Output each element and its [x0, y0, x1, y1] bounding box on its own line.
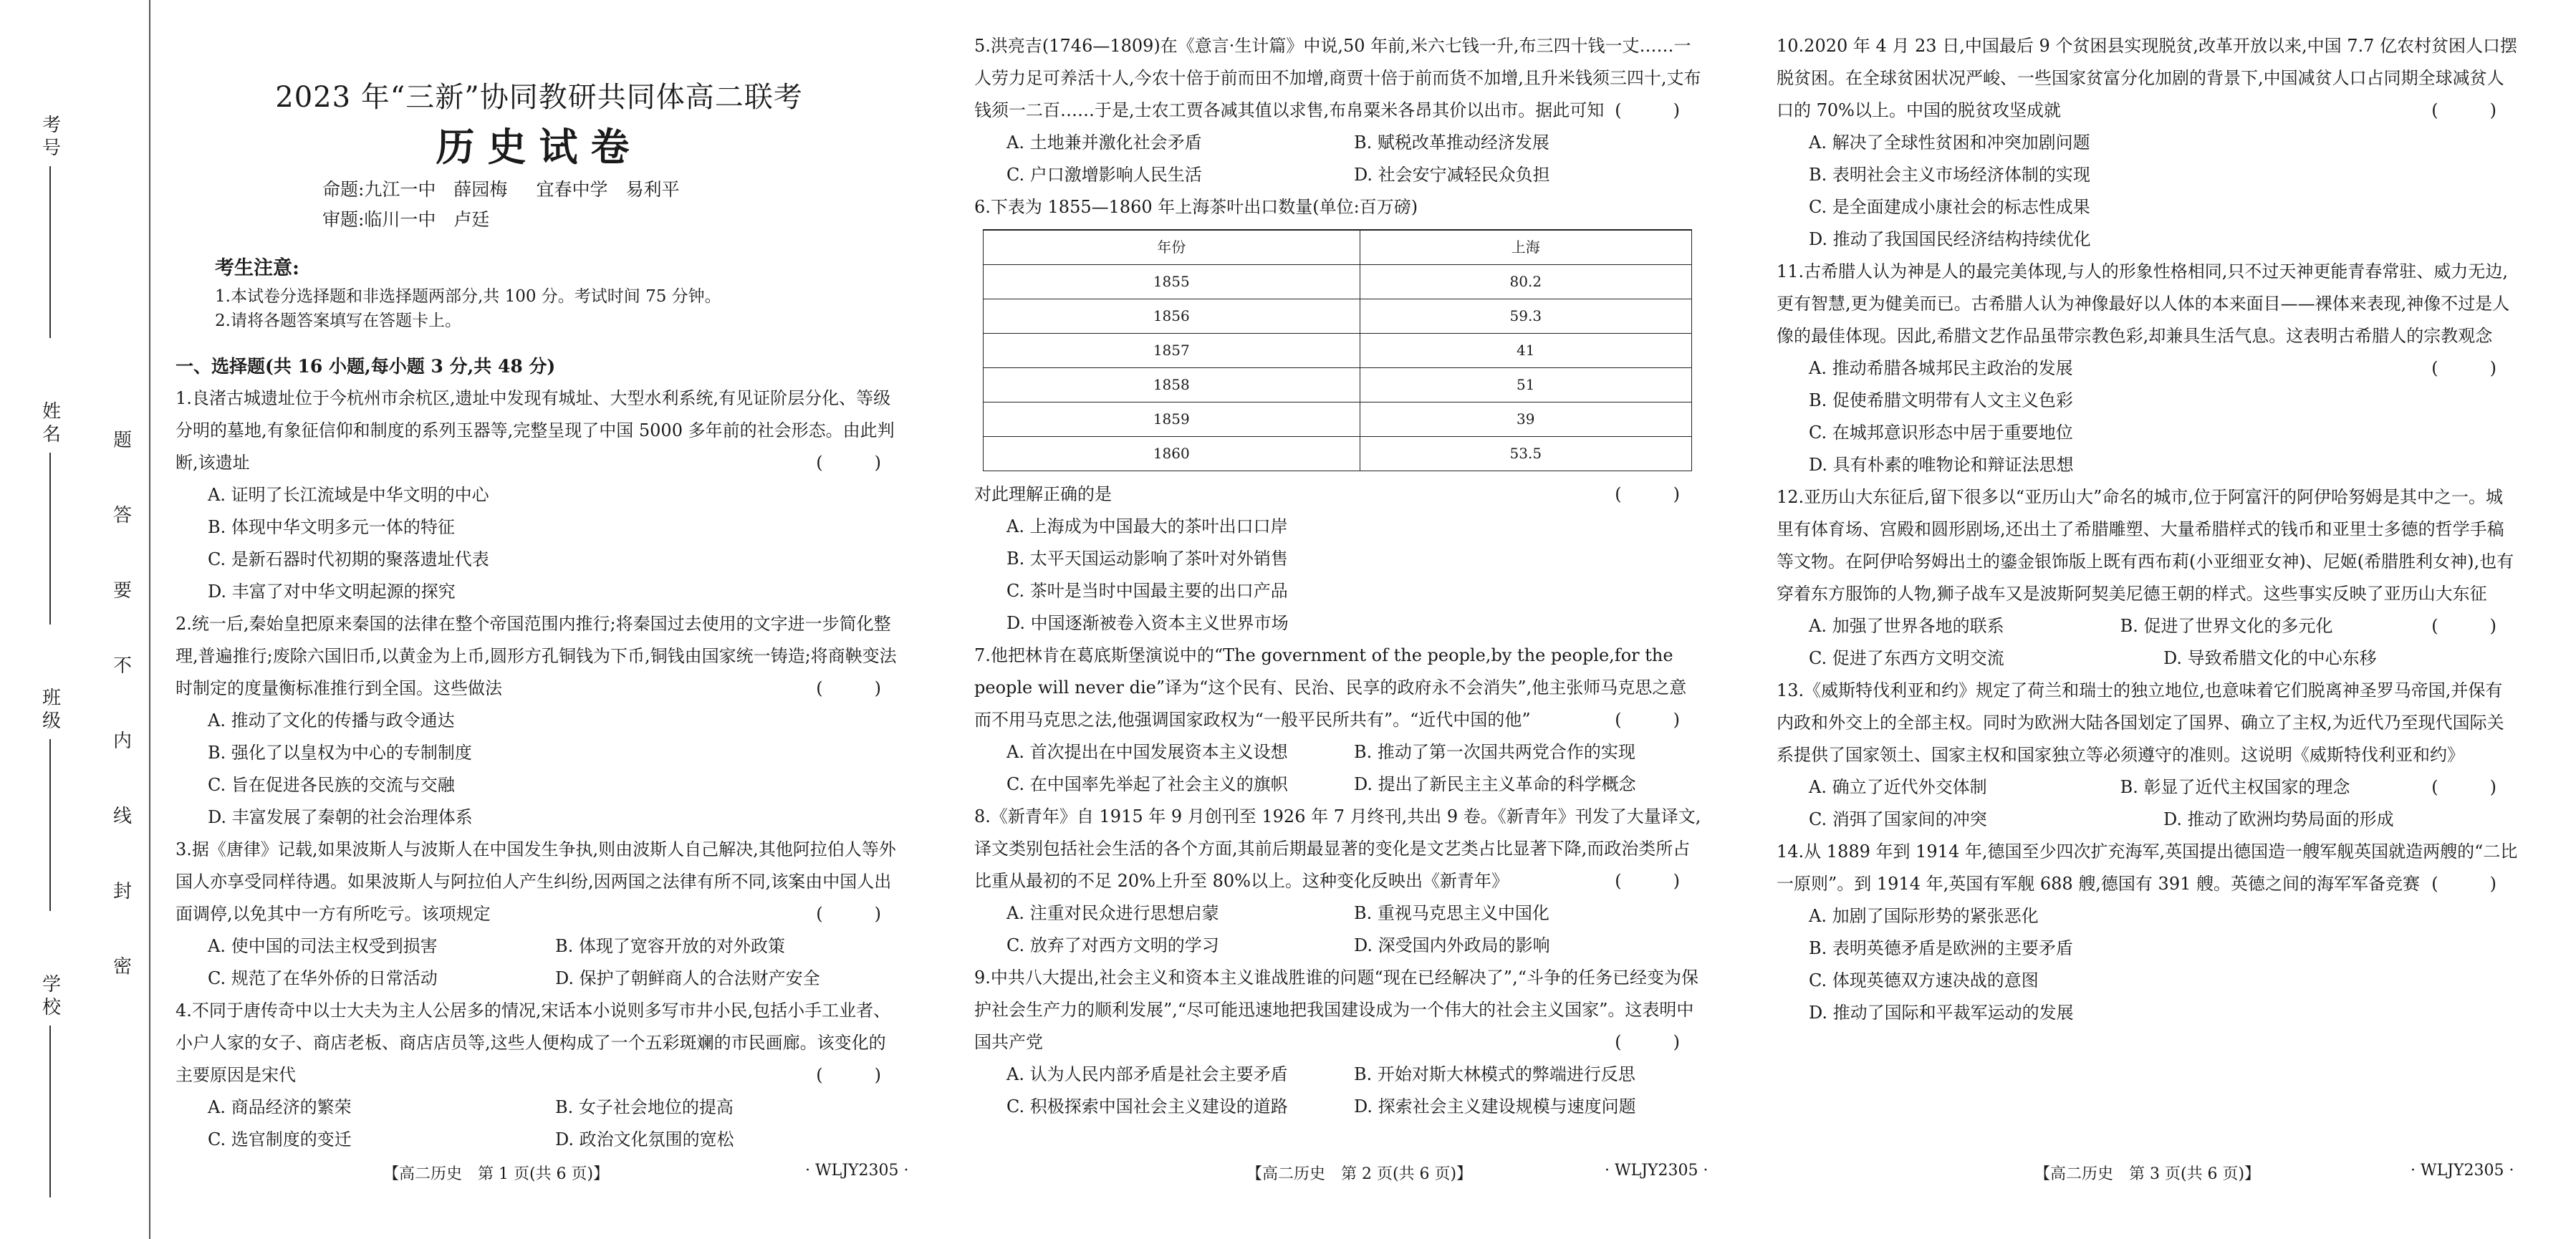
question-13: 13.《威斯特伐利亚和约》规定了荷兰和瑞士的独立地位,也意味着它们脱离神圣罗马帝国,并保有内政和外交上的全部主权。同时为欧洲大陆各国划定了国界、确立了主权,为近代乃至现代国际关系提供了国家领土、国家主权和国家独立等必须遵守的准则。这说明《威斯特伐利亚和约》 ( ) A. 确立了近代外交体制 B. 彰显了近代主权国家的理念 C. 消弭了国家间的冲突 D. 推动了欧洲均势局面的形成 — [1777, 680, 2514, 829]
table-row: 1855 80.2 — [984, 265, 1692, 299]
question-3: 3.据《唐律》记载,如果波斯人与波斯人在中国发生争执,则由波斯人自己解决,其他阿拉伯人等外国人亦享受同样待遇。如果波斯人与阿拉伯人产生纠纷,因两国之法律有所不同,该案由中国人出面调停,以免其中一方有所吃亏。该项规定 ( ) A. 使中国的司法主权受到损害 B. 体现了宽容开放的对外政策 C. 规范了在华外侨的日常活动 D. 保护了朝鲜商人的合法财产安全 — [176, 839, 898, 988]
question-7: 7.他把林肯在葛底斯堡演说中的“The government of the people,by the people,for the people will never die”译为“这个民有、民治、民享的政府永不会消失”,他主张师马克思之意而不用马克思之法,他强调国家政权为“一般平民所共有”。“近代中国的他” ( ) A. 首次提出在中国发展资本主义设想 B. 推动了第一次国共两党合作的实现 C. 在中国率先举起了社会主义的旗帜 D. 提出了新民主主义革命的科学概念 — [974, 645, 1697, 794]
question-5: 5.洪亮吉(1746—1809)在《意言·生计篇》中说,50 年前,米六七钱一升,布三四十钱一丈……一人劳力足可养活十人,今农十倍于前而田不加增,商贾十倍于前而货不加增,且升米钱须三四十,丈布钱须一二百……于是,士农工贾各减其值以求售,布帛粟米各昂其价以出市。据此可知 ( ) A. 土地兼并激化社会矛盾 B. 赋税改革推动经济发展 C. 户口激增影响人民生活 D. 社会安宁减轻民众负担 — [974, 36, 1701, 185]
binding-sidebar — [0, 0, 150, 1239]
question-14: 14.从 1889 年到 1914 年,德国至少四次扩充海军,英国提出德国造一艘军舰英国就造两艘的“二比一原则”。到 1914 年,英国有军舰 688 艘,德国有 391 艘。英德之间的海军军备竞赛 ( ) A. 加剧了国际形势的紧张恶化 B. 表明英德矛盾是欧洲的主要矛盾 C. 体现英德双方速决战的意图 D. 推动了国际和平裁军运动的发展 — [1777, 842, 2518, 1023]
author-line: 命题:九江一中 薛园梅 宜春中学 易利平 — [322, 179, 680, 200]
question-8: 8.《新青年》自 1915 年 9 月创刊至 1926 年 7 月终刊,共出 9 卷。《新青年》刊发了大量译文,译文类别包括社会生活的各个方面,其前后期最显著的变化是文艺类占比显著下降,而政治类所占比重从最初的不足 20%上升至 80%以上。这种变化反映出《新青年》 ( ) A. 注重对民众进行思想启蒙 B. 重视马克思主义中国化 C. 放弃了对西方文明的学习 D. 深受国内外政局的影响 — [974, 806, 1701, 955]
page-footer: 【高二历史 第 3 页(共 6 页)】 — [2034, 1165, 2261, 1183]
exam-title: 2023 年“三新”协同教研共同体高二联考 — [275, 81, 803, 114]
exam-code: · WLJY2305 · — [2411, 1162, 2514, 1180]
school-field: 学校 — [29, 974, 72, 1197]
table-row: 1856 59.3 — [984, 299, 1692, 334]
question-6: 6.下表为 1855—1860 年上海茶叶出口数量(单位:百万磅) 年份 上海 1855 80.2 1856 59.3 1857 41 1858 51 1859 39 1860 53.5 对此理解正确的是 ( ) A. 上海成为中国最大的茶叶出口口岸 B. 太平天国运动影响了茶叶对外销售 C. 茶叶是当时中国最主要的出口产品 D. 中国逐渐被卷入资本主义世界市场 — [974, 197, 1697, 633]
question-4: 4.不同于唐传奇中以士大夫为主人公居多的情况,宋话本小说则多写市井小民,包括小手工业者、小户人家的女子、商店老板、商店店员等,这些人便构成了一个五彩斑斓的市民画廊。该变化的主要原因是宋代 ( ) A. 商品经济的繁荣 B. 女子社会地位的提高 C. 选官制度的变迁 D. 政治文化氛围的宽松 — [176, 1001, 898, 1149]
question-9: 9.中共八大提出,社会主义和资本主义谁战胜谁的问题“现在已经解决了”,“斗争的任务已经变为保护社会生产力的顺利发展”,“尽可能迅速地把我国建设成为一个伟大的社会主义国家”。这表明中国共产党 ( ) A. 认为人民内部矛盾是社会主要矛盾 B. 开始对斯大林模式的弊端进行反思 C. 积极探索中国社会主义建设的道路 D. 探索社会主义建设规模与速度问题 — [974, 968, 1698, 1117]
question-12: 12.亚历山大东征后,留下很多以“亚历山大”命名的城市,位于阿富汗的阿伊哈努姆是其中之一。城里有体育场、宫殿和圆形剧场,还出土了希腊雕塑、大量希腊样式的钱币和亚里士多德的哲学手稿等文物。在阿伊哈努姆出土的鎏金银饰版上既有西布莉(小亚细亚女神)、尼姬(希腊胜利女神),也有穿着东方服饰的人物,狮子战车又是波斯阿契美尼德王朝的样式。这些事实反映了亚历山大东征 ( ) A. 加强了世界各地的联系 B. 促进了世界文化的多元化 C. 促进了东西方文明交流 D. 导致希腊文化的中心东移 — [1777, 487, 2514, 668]
table-row: 1857 41 — [984, 334, 1692, 368]
question-10: 10.2020 年 4 月 23 日,中国最后 9 个贫困县实现脱贫,改革开放以来,中国 7.7 亿农村贫困人口摆脱贫困。在全球贫困状况严峻、一些国家贫富分化加剧的背景下,中国减贫人口占同期全球减贫人口的 70%以上。中国的脱贫攻坚成就 ( ) A. 解决了全球性贫困和冲突加剧问题 B. 表明社会主义市场经济体制的实现 C. 是全面建成小康社会的标志性成果 D. 推动了我国国民经济结构持续优化 — [1777, 36, 2518, 249]
seal-line-warning: 题 答 要 不 内 线 封 密 — [113, 430, 133, 978]
subject-title: 历史试卷 — [436, 124, 643, 170]
page-1-column — [176, 72, 903, 1156]
table-row: 1860 53.5 — [984, 437, 1692, 471]
class-field: 班级 — [29, 688, 72, 911]
notice-title: 考生注意: — [215, 257, 299, 279]
question-2: 2.统一后,秦始皇把原来秦国的法律在整个帝国范围内推行;将秦国过去使用的文字进一步简化整理,普遍推行;废除六国旧币,以黄金为上币,圆形方孔铜钱为下币,铜钱由国家统一铸造;将商鞅变法时制定的度量衡标准推行到全国。这些做法 ( ) A. 推动了文化的传播与政令通达 B. 强化了以皇权为中心的专制制度 C. 旨在促进各民族的交流与交融 D. 丰富发展了秦朝的社会治理体系 — [176, 614, 898, 827]
table-row: 1859 39 — [984, 402, 1692, 437]
question-1: 1.良渚古城遗址位于今杭州市余杭区,遗址中发现有城址、大型水利系统,有见证阶层分化、等级分明的墓地,有象征信仰和制度的系列玉器等,完整呈现了中国 5000 多年前的社会形态。由此判断,该遗址 ( ) A. 证明了长江流域是中华文明的中心 B. 体现中华文明多元一体的特征 C. 是新石器时代初期的聚落遗址代表 D. 丰富了对中华文明起源的探究 — [176, 388, 898, 602]
exam-number-field: 考号 — [29, 115, 72, 338]
tea-export-table: 年份 上海 1855 80.2 1856 59.3 1857 41 1858 51 1859 39 1860 53.5 — [983, 229, 1692, 471]
notice-item: 2.请将各题答案填写在答题卡上。 — [215, 312, 461, 330]
page-footer: 【高二历史 第 1 页(共 6 页)】 — [383, 1165, 610, 1183]
name-field: 姓名 — [29, 401, 72, 625]
table-row: 1858 51 — [984, 368, 1692, 402]
page-footer: 【高二历史 第 2 页(共 6 页)】 — [1246, 1165, 1473, 1183]
page-2-column — [974, 30, 1701, 1123]
notice-item: 1.本试卷分选择题和非选择题两部分,共 100 分。考试时间 75 分钟。 — [215, 287, 721, 306]
binding-line — [149, 0, 150, 1239]
section-title: 一、选择题(共 16 小题,每小题 3 分,共 48 分) — [176, 356, 556, 377]
exam-code: · WLJY2305 · — [1605, 1162, 1708, 1180]
reviewer-line: 审题:临川一中 卢廷 — [322, 209, 490, 230]
exam-code: · WLJY2305 · — [805, 1162, 909, 1180]
page-3-column — [1777, 30, 2518, 1029]
question-11: 11.古希腊人认为神是人的最完美体现,与人的形象性格相同,只不过天神更能青春常驻、威力无边,更有智慧,更为健美而已。古希腊人认为神像最好以人体的本来面目——裸体来表现,神像不过是人像的最佳体现。因此,希腊文艺作品虽带宗教色彩,却兼具生活气息。这表明古希腊人的宗教观念 ( ) A. 推动希腊各城邦民主政治的发展 B. 促使希腊文明带有人文主义色彩 C. 在城邦意识形态中居于重要地位 D. 具有朴素的唯物论和辩证法思想 — [1777, 261, 2514, 475]
